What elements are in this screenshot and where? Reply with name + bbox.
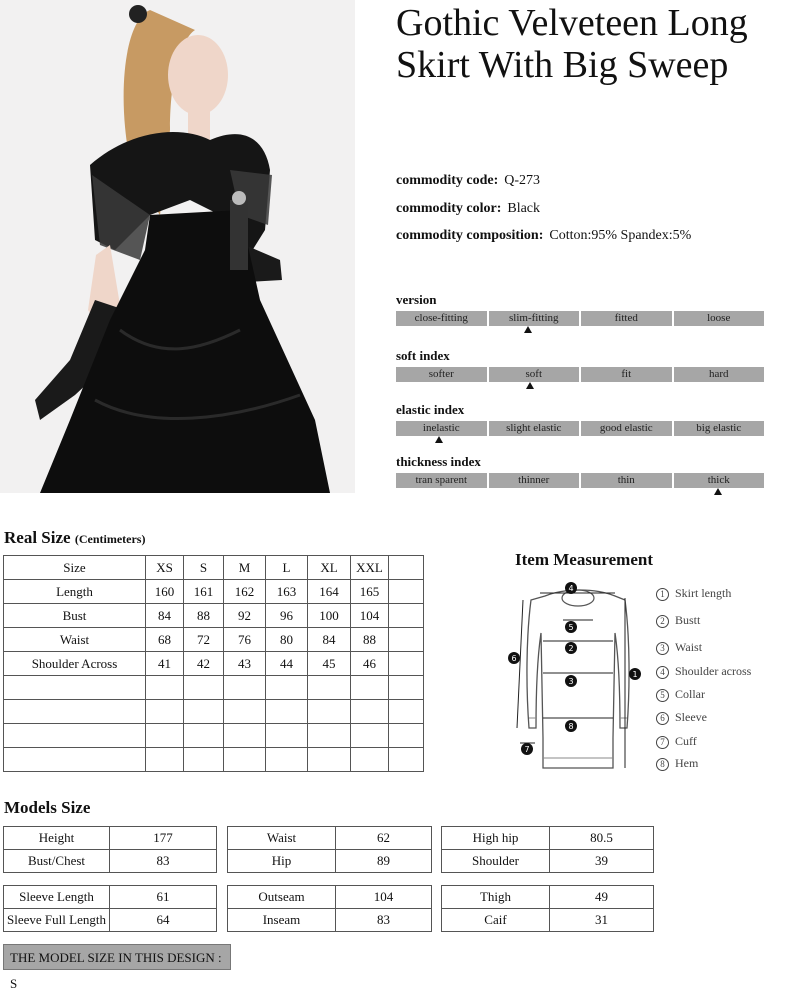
soft-index-option: fit xyxy=(581,367,672,382)
table-row xyxy=(4,886,217,909)
table-cell: Thigh xyxy=(442,886,550,909)
table-cell: 44 xyxy=(266,652,308,676)
product-title: Gothic Velveteen Long Skirt With Big Sweep xyxy=(396,2,748,86)
table-cell xyxy=(389,652,424,676)
table-header-row xyxy=(4,556,424,580)
commodity-color-value: Black xyxy=(507,201,541,216)
table-row-empty xyxy=(4,700,424,724)
soft-index-option: softer xyxy=(396,367,487,382)
table-cell: 43 xyxy=(224,652,266,676)
thickness-index-label: thickness index xyxy=(396,454,481,469)
item-measurement-title: Item Measurement xyxy=(515,550,654,569)
soft-index-scale xyxy=(396,367,764,382)
commodity-color xyxy=(396,201,540,217)
table-row xyxy=(442,886,654,909)
thickness-index-option: thick xyxy=(674,473,765,488)
table-cell: 84 xyxy=(146,604,184,628)
table-cell: Sleeve Length xyxy=(4,886,110,909)
table-cell: Bust/Chest xyxy=(4,850,110,873)
legend-number-icon: 3 xyxy=(656,642,669,655)
soft-index-label: soft index xyxy=(396,348,450,363)
table-cell: 62 xyxy=(336,827,432,850)
table-cell: 45 xyxy=(308,652,351,676)
svg-text:6: 6 xyxy=(511,654,517,663)
thickness-index-option: thin xyxy=(581,473,672,488)
table-row xyxy=(442,909,654,932)
legend-number-icon: 4 xyxy=(656,666,669,679)
table-cell: 88 xyxy=(184,604,224,628)
real-size-title: Real Size xyxy=(4,528,71,547)
legend-item xyxy=(656,756,698,771)
table-cell: 165 xyxy=(351,580,389,604)
legend-number-icon: 1 xyxy=(656,588,669,601)
legend-label: Waist xyxy=(675,640,703,654)
table-row-empty xyxy=(4,676,424,700)
table-cell xyxy=(389,604,424,628)
table-row xyxy=(4,850,217,873)
commodity-composition-value: Cotton:95% Spandex:5% xyxy=(549,228,692,243)
legend-number-icon: 2 xyxy=(656,615,669,628)
real-size-heading xyxy=(4,528,145,548)
table-header-cell: Size xyxy=(4,556,146,580)
table-cell: 88 xyxy=(351,628,389,652)
elastic-index-option: inelastic xyxy=(396,421,487,436)
table-cell xyxy=(389,628,424,652)
table-cell: 163 xyxy=(266,580,308,604)
table-header-cell xyxy=(389,556,424,580)
model-size-table xyxy=(441,885,654,932)
table-row xyxy=(4,909,217,932)
elastic-index-label: elastic index xyxy=(396,402,465,417)
table-row xyxy=(228,886,432,909)
table-cell: 41 xyxy=(146,652,184,676)
table-cell: 83 xyxy=(110,850,217,873)
table-row xyxy=(228,850,432,873)
legend-label: Bustt xyxy=(675,613,701,627)
model-photo-illustration xyxy=(0,0,355,493)
legend-label: Sleeve xyxy=(675,710,707,724)
commodity-composition xyxy=(396,228,691,244)
version-option: fitted xyxy=(581,311,672,326)
commodity-code xyxy=(396,173,540,189)
table-cell: 177 xyxy=(110,827,217,850)
commodity-composition-label: commodity composition: xyxy=(396,228,544,243)
table-cell: Outseam xyxy=(228,886,336,909)
table-row xyxy=(442,827,654,850)
table-cell: 83 xyxy=(336,909,432,932)
table-cell: High hip xyxy=(442,827,550,850)
svg-text:4: 4 xyxy=(568,584,574,593)
table-row-empty xyxy=(4,724,424,748)
legend-item xyxy=(656,586,731,601)
table-cell: 161 xyxy=(184,580,224,604)
elastic-index-option: big elastic xyxy=(674,421,765,436)
table-row xyxy=(4,580,424,604)
legend-item xyxy=(656,687,705,702)
commodity-code-label: commodity code: xyxy=(396,173,499,188)
version-scale xyxy=(396,311,764,326)
legend-number-icon: 8 xyxy=(656,758,669,771)
garment-diagram xyxy=(505,578,650,773)
table-cell: 64 xyxy=(110,909,217,932)
model-size-table xyxy=(3,885,217,932)
model-size-note: THE MODEL SIZE IN THIS DESIGN : S xyxy=(3,944,231,970)
table-cell: 42 xyxy=(184,652,224,676)
soft-index-marker-icon xyxy=(526,382,534,389)
soft-index-option: hard xyxy=(674,367,765,382)
table-cell: Sleeve Full Length xyxy=(4,909,110,932)
legend-label: Hem xyxy=(675,756,699,770)
table-row xyxy=(228,909,432,932)
table-cell: Shoulder xyxy=(442,850,550,873)
commodity-code-value: Q-273 xyxy=(504,173,541,188)
svg-text:5: 5 xyxy=(568,623,574,632)
svg-text:7: 7 xyxy=(524,745,530,754)
thickness-index-option: tran sparent xyxy=(396,473,487,488)
table-cell: Height xyxy=(4,827,110,850)
table-cell: 92 xyxy=(224,604,266,628)
table-row xyxy=(4,604,424,628)
thickness-index-marker-icon xyxy=(714,488,722,495)
legend-item xyxy=(656,613,700,628)
table-cell: Inseam xyxy=(228,909,336,932)
elastic-index-option: good elastic xyxy=(581,421,672,436)
table-cell: 96 xyxy=(266,604,308,628)
table-row xyxy=(228,827,432,850)
model-size-table xyxy=(3,826,217,873)
models-size-title: Models Size xyxy=(4,798,91,817)
thickness-index-scale xyxy=(396,473,764,488)
legend-item xyxy=(656,734,697,749)
table-cell: 164 xyxy=(308,580,351,604)
table-cell: Waist xyxy=(228,827,336,850)
table-cell: Waist xyxy=(4,628,146,652)
real-size-unit: (Centimeters) xyxy=(74,532,146,546)
svg-text:3: 3 xyxy=(568,677,574,686)
table-row xyxy=(4,827,217,850)
table-header-cell: XL xyxy=(308,556,351,580)
legend-item xyxy=(656,640,702,655)
model-size-table xyxy=(227,885,432,932)
table-cell: Caif xyxy=(442,909,550,932)
table-cell: 80.5 xyxy=(550,827,654,850)
table-cell: 39 xyxy=(550,850,654,873)
legend-number-icon: 5 xyxy=(656,689,669,702)
commodity-color-label: commodity color: xyxy=(396,201,502,216)
svg-text:2: 2 xyxy=(568,644,574,653)
svg-text:8: 8 xyxy=(568,722,574,731)
version-option: slim-fitting xyxy=(489,311,580,326)
table-cell: 104 xyxy=(336,886,432,909)
table-cell: 100 xyxy=(308,604,351,628)
table-cell: 49 xyxy=(550,886,654,909)
table-cell: 162 xyxy=(224,580,266,604)
thickness-index-option: thinner xyxy=(489,473,580,488)
table-header-cell: XS xyxy=(146,556,184,580)
table-header-cell: XXL xyxy=(351,556,389,580)
version-option: loose xyxy=(674,311,765,326)
table-row xyxy=(4,628,424,652)
legend-item xyxy=(656,664,751,679)
table-cell: Bust xyxy=(4,604,146,628)
svg-text:1: 1 xyxy=(632,670,638,679)
table-row xyxy=(442,850,654,873)
table-cell: 76 xyxy=(224,628,266,652)
table-cell: 31 xyxy=(550,909,654,932)
table-header-cell: L xyxy=(266,556,308,580)
legend-label: Collar xyxy=(675,687,705,701)
table-cell: 80 xyxy=(266,628,308,652)
table-row-empty xyxy=(4,748,424,772)
table-cell: 68 xyxy=(146,628,184,652)
table-cell: 72 xyxy=(184,628,224,652)
table-cell: 160 xyxy=(146,580,184,604)
table-cell: Shoulder Across xyxy=(4,652,146,676)
table-cell: Hip xyxy=(228,850,336,873)
model-size-table xyxy=(227,826,432,873)
real-size-table xyxy=(3,555,424,772)
soft-index-option: soft xyxy=(489,367,580,382)
legend-item xyxy=(656,710,707,725)
table-cell: Length xyxy=(4,580,146,604)
table-cell: 61 xyxy=(110,886,217,909)
legend-label: Shoulder across xyxy=(675,664,752,678)
product-photo xyxy=(0,0,355,493)
version-label: version xyxy=(396,292,437,307)
legend-label: Cuff xyxy=(675,734,697,748)
table-row xyxy=(4,652,424,676)
elastic-index-marker-icon xyxy=(435,436,443,443)
table-header-cell: M xyxy=(224,556,266,580)
table-cell xyxy=(389,580,424,604)
table-cell: 104 xyxy=(351,604,389,628)
version-marker-icon xyxy=(524,326,532,333)
elastic-index-scale xyxy=(396,421,764,436)
legend-number-icon: 6 xyxy=(656,712,669,725)
table-header-cell: S xyxy=(184,556,224,580)
legend-number-icon: 7 xyxy=(656,736,669,749)
table-cell: 46 xyxy=(351,652,389,676)
version-option: close-fitting xyxy=(396,311,487,326)
model-size-table xyxy=(441,826,654,873)
legend-label: Skirt length xyxy=(675,586,732,600)
elastic-index-option: slight elastic xyxy=(489,421,580,436)
table-cell: 84 xyxy=(308,628,351,652)
table-cell: 89 xyxy=(336,850,432,873)
